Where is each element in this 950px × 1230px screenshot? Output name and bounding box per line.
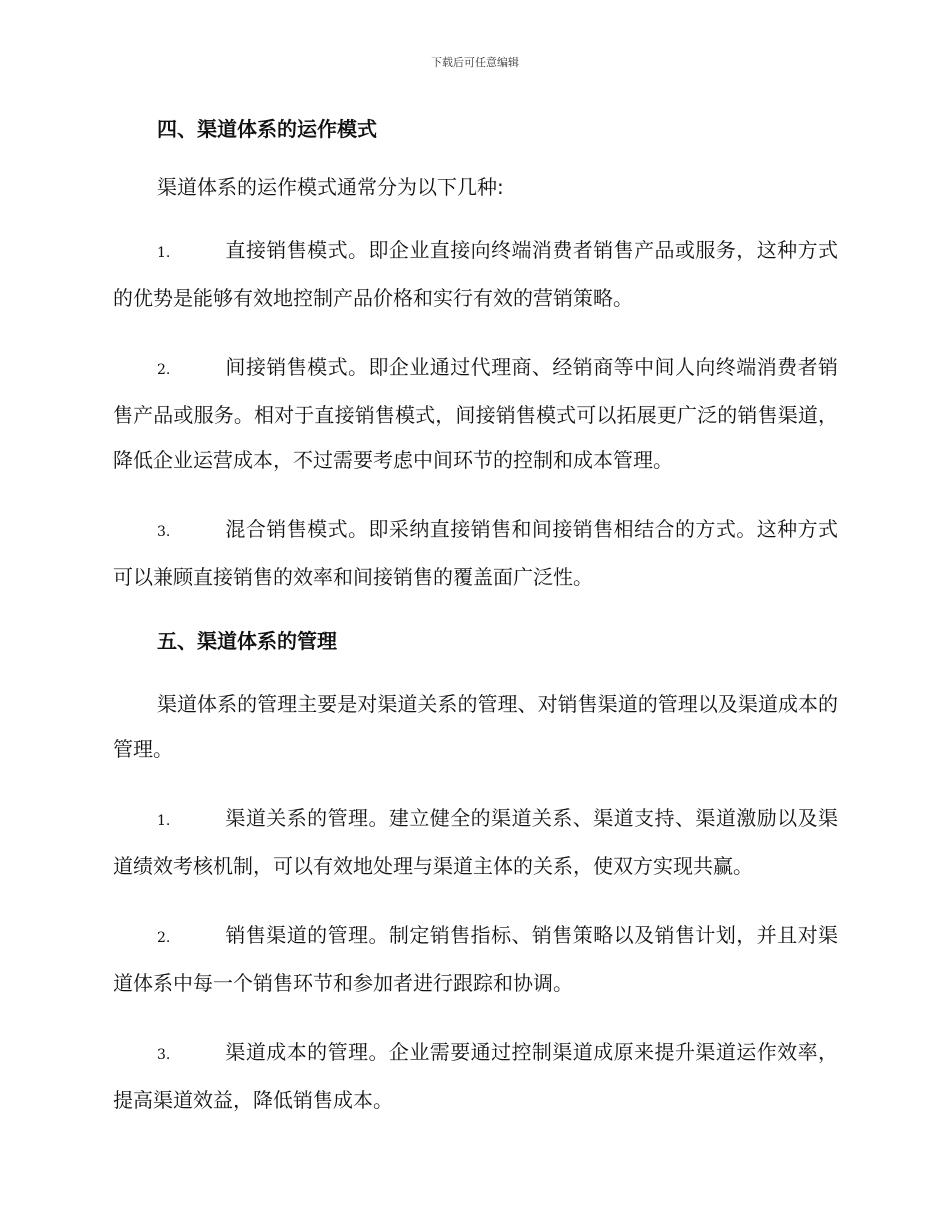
list-item-number: 2. [157, 930, 171, 946]
list-item-number: 2. [157, 362, 171, 378]
list-item-text: 渠道关系的管理。建立健全的渠道关系、渠道支持、渠道激励以及渠道绩效考核机制，可以有效地处理与渠道主体的关系，使双方实现共赢。 [113, 806, 838, 878]
list-item [113, 507, 838, 600]
list-item-text: 销售渠道的管理。制定销售指标、销售策略以及销售计划，并且对渠道体系中每一个销售环节和参加者进行跟踪和协调。 [113, 923, 838, 995]
list-item [113, 913, 838, 1006]
list-item-text: 渠道成本的管理。企业需要通过控制渠道成原来提升渠道运作效率，提高渠道效益，降低销售成本。 [113, 1040, 838, 1112]
section-intro-operation-modes: 渠道体系的运作模式通常分为以下几种: [157, 175, 504, 199]
list-item [113, 796, 838, 889]
document-body [113, 112, 838, 1147]
page-header: 下载后可任意编辑 [431, 56, 519, 69]
list-item-text: 直接销售模式。即企业直接向终端消费者销售产品或服务，这种方式的优势是能够有效地控制产品价格和实行有效的营销策略。 [113, 238, 838, 310]
list-item-text: 间接销售模式。即企业通过代理商、经销商等中间人向终端消费者销售产品或服务。相对于直接销售模式，间接销售模式可以拓展更广泛的销售渠道，降低企业运营成本，不过需要考虑中间环节的控制和成本管理。 [113, 355, 838, 472]
section-heading-operation-modes: 四、渠道体系的运作模式 [157, 117, 377, 141]
section-heading-management: 五、渠道体系的管理 [157, 629, 337, 653]
list-item [113, 345, 838, 483]
list-item-number: 1. [157, 813, 171, 829]
list-item-number: 3. [157, 1047, 171, 1063]
list-item [113, 1030, 838, 1123]
list-item-number: 3. [157, 524, 171, 540]
list-item-text: 混合销售模式。即采纳直接销售和间接销售相结合的方式。这种方式可以兼顾直接销售的效率和间接销售的覆盖面广泛性。 [113, 517, 838, 589]
list-item-number: 1. [157, 245, 171, 261]
list-item [113, 228, 838, 321]
section-intro-management: 渠道体系的管理主要是对渠道关系的管理、对销售渠道的管理以及渠道成本的管理。 [113, 692, 838, 761]
